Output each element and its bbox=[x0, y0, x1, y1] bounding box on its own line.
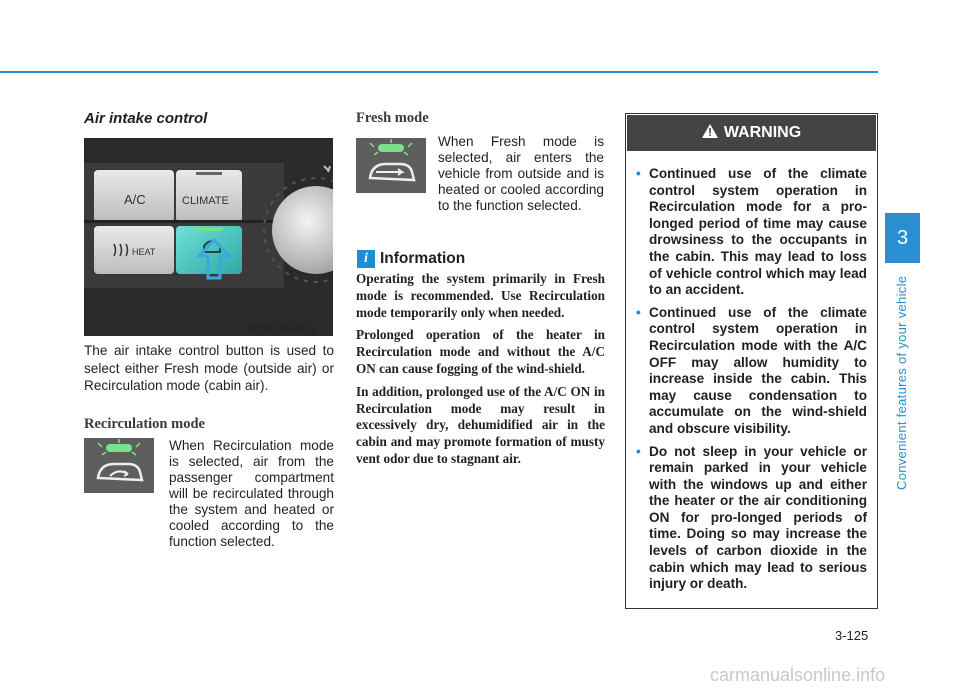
recirculation-heading: Recirculation mode bbox=[84, 416, 205, 432]
recirculation-text: When Recirculation mode is selected, air from the passenger compartment will be recirculated through the system and heated or cooled according to the function selected. bbox=[169, 438, 334, 549]
climate-label: CLIMATE bbox=[182, 195, 229, 207]
information-paragraph: Operating the system primarily in Fresh mode is recommended. Use Recirculation mode temporarily only when needed. bbox=[356, 271, 605, 320]
watermark: carmanualsonline.info bbox=[710, 665, 886, 685]
information-paragraph: In addition, prolonged use of the A/C ON in Recirculation mode may result in excessively dry, dehumidified air in the cabin and may promote formation of musty vent odor due to stagnant air. bbox=[356, 383, 605, 466]
warning-header bbox=[627, 115, 876, 151]
information-title: Information bbox=[380, 250, 466, 267]
information-paragraph: Prolonged operation of the heater in Recirculation mode and without the A/C ON can cause fogging of the wind-shield. bbox=[356, 327, 605, 376]
warning-item: • Continued use of the climate control system operation in Recirculation mode for a pro-longed period of time may cause drowsiness to the occupants in the cabin. This may lead to loss of vehicle control which may lead to an accident. bbox=[636, 166, 867, 298]
warning-item: • Do not sleep in your vehicle or remain parked in your vehicle with the windows up and either the heater or the air conditioning ON for pro-longed periods of time. Doing so may increase the levels of carbon dioxide in the cabin which may lead to serious injury or death. bbox=[636, 443, 867, 592]
warning-triangle-icon bbox=[702, 124, 718, 143]
fresh-heading: Fresh mode bbox=[356, 110, 429, 126]
section-title: Air intake control bbox=[84, 110, 208, 127]
fresh-mode-icon bbox=[356, 138, 426, 193]
chapter-title: Convenient features of your vehicle bbox=[894, 275, 909, 490]
ac-label: A/C bbox=[124, 192, 146, 207]
warning-list bbox=[626, 152, 877, 593]
page-number: 3-125 bbox=[835, 628, 869, 643]
warning-box bbox=[625, 113, 878, 609]
bullet-icon: • bbox=[636, 166, 641, 181]
intro-paragraph: The air intake control button is used to select either Fresh mode (outside air) or Recirculation mode (cabin air). bbox=[84, 343, 334, 393]
header-rule bbox=[0, 71, 878, 73]
info-icon: i bbox=[357, 250, 375, 268]
chapter-tab: 3 bbox=[885, 213, 920, 263]
bullet-icon: • bbox=[636, 304, 641, 320]
climate-panel-illustration bbox=[84, 138, 333, 336]
warning-title: WARNING bbox=[723, 124, 802, 141]
information-body bbox=[356, 271, 605, 474]
warning-item: • Continued use of the climate control system operation in Recirculation mode with the A/C OFF may allow humidity to increase inside the cabin. This may cause condensation to accumulate on the wind-shield and obscure visibility. bbox=[636, 304, 867, 436]
heat-label: HEAT bbox=[132, 247, 156, 257]
climate-panel-photo bbox=[84, 138, 333, 336]
photo-code: OOSEV048315 bbox=[247, 325, 316, 336]
bullet-icon: • bbox=[636, 443, 641, 459]
fresh-text: When Fresh mode is selected, air enters the vehicle from outside and is heated or cooled according to the function selected. bbox=[438, 134, 604, 213]
recirculation-mode-icon bbox=[84, 438, 154, 493]
